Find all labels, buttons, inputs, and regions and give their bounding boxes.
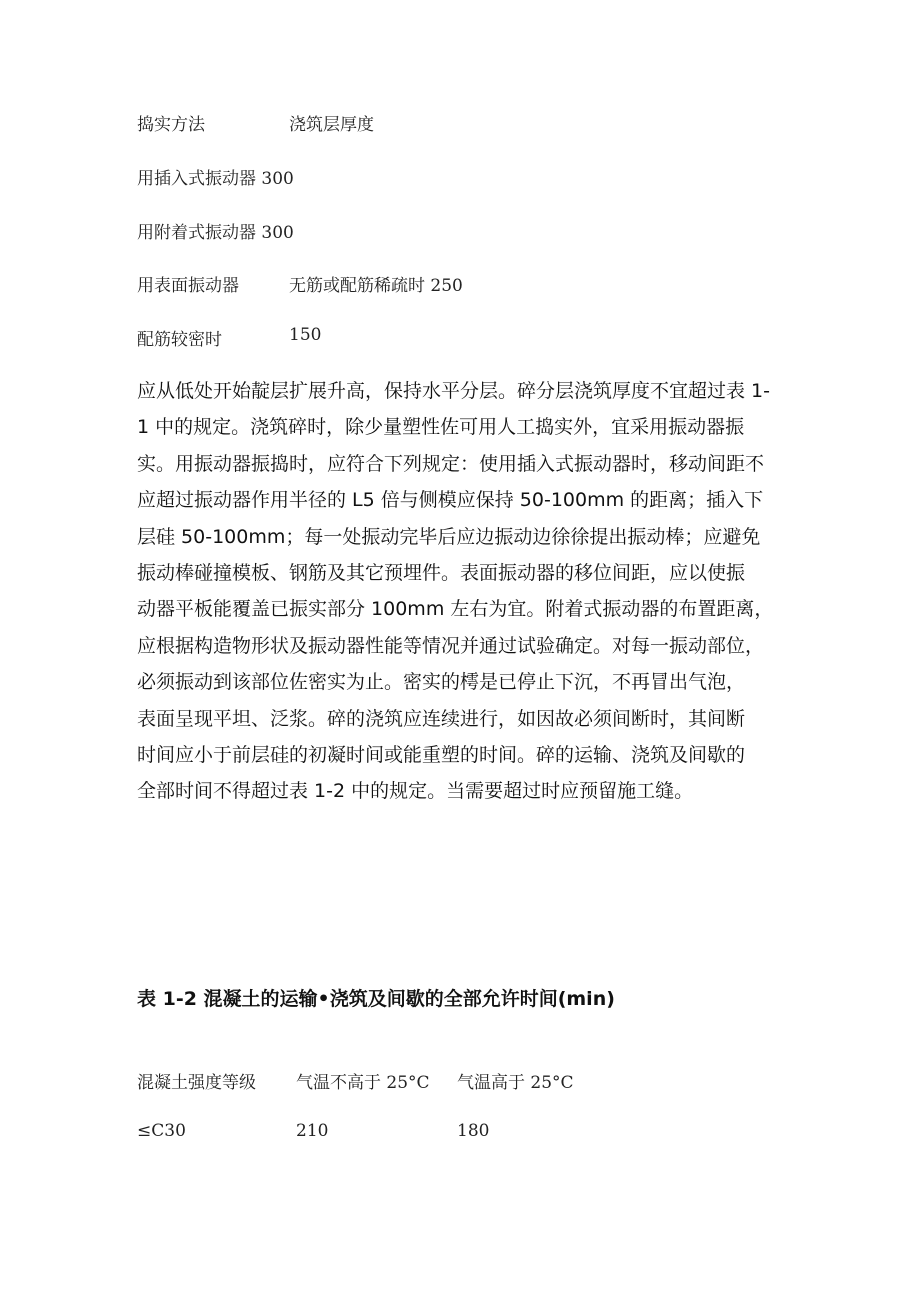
table-cell: ≤C30 [137, 1121, 186, 1141]
table-header-cell: 气温高于 25°C [457, 1073, 574, 1093]
paragraph-line: 振动棒碰撞模板、钢筋及其它预埋件。表面振动器的移位间距，应以使振 [137, 562, 746, 585]
table-header-cell: 混凝土强度等级 [137, 1073, 256, 1093]
table-cell: 配筋较密时 [137, 330, 222, 350]
paragraph-line: 动器平板能覆盖已振实部分 100mm 左右为宜。附着式振动器的布置距离， [137, 598, 774, 621]
table-title: 表 1-2 混凝土的运输•浇筑及间歇的全部允许时间(min) [137, 988, 615, 1010]
body-paragraph [137, 373, 797, 810]
table-cell: 用表面振动器 [137, 276, 239, 296]
paragraph-line: 实。用振动器振捣时，应符合下列规定：使用插入式振动器时，移动间距不 [137, 452, 765, 475]
table-header-cell: 气温不高于 25°C [296, 1073, 430, 1093]
table-header-cell: 捣实方法 [137, 115, 205, 135]
paragraph-line: 应从低处开始靛层扩展升高，保持水平分层。碎分层浇筑厚度不宜超过表 1- [137, 380, 770, 402]
table-cell: 用附着式振动器 300 [137, 223, 294, 243]
table-cell: 150 [289, 325, 322, 345]
paragraph-line: 应超过振动器作用半径的 L5 倍与侧模应保持 50-100mm 的距离；插入下 [137, 489, 764, 512]
table-cell: 180 [457, 1121, 490, 1141]
table-cell: 用插入式振动器 300 [137, 169, 294, 189]
paragraph-line: 表面呈现平坦、泛浆。碎的浇筑应连续进行，如因故必须间断时，其间断 [137, 707, 746, 730]
table-cell: 无筋或配筋稀疏时 250 [289, 276, 463, 296]
paragraph-line: 1 中的规定。浇筑碎时，除少量塑性佐可用人工捣实外，宜采用振动器振 [137, 416, 745, 439]
table-cell: 210 [296, 1121, 329, 1141]
table-header-cell: 浇筑层厚度 [289, 115, 374, 135]
paragraph-line: 层硅 50-100mm；每一处振动完毕后应边振动边徐徐提出振动棒；应避免 [137, 525, 761, 548]
paragraph-line: 必须振动到该部位佐密实为止。密实的樗是已停止下沉，不再冒出气泡， [137, 671, 746, 694]
paragraph-line: 全部时间不得超过表 1-2 中的规定。当需要超过时应预留施工缝。 [137, 780, 694, 803]
paragraph-line: 时间应小于前层硅的初凝时间或能重塑的时间。碎的运输、浇筑及间歇的 [137, 744, 746, 767]
paragraph-line: 应根据构造物形状及振动器性能等情况并通过试验确定。对每一振动部位， [137, 634, 765, 657]
